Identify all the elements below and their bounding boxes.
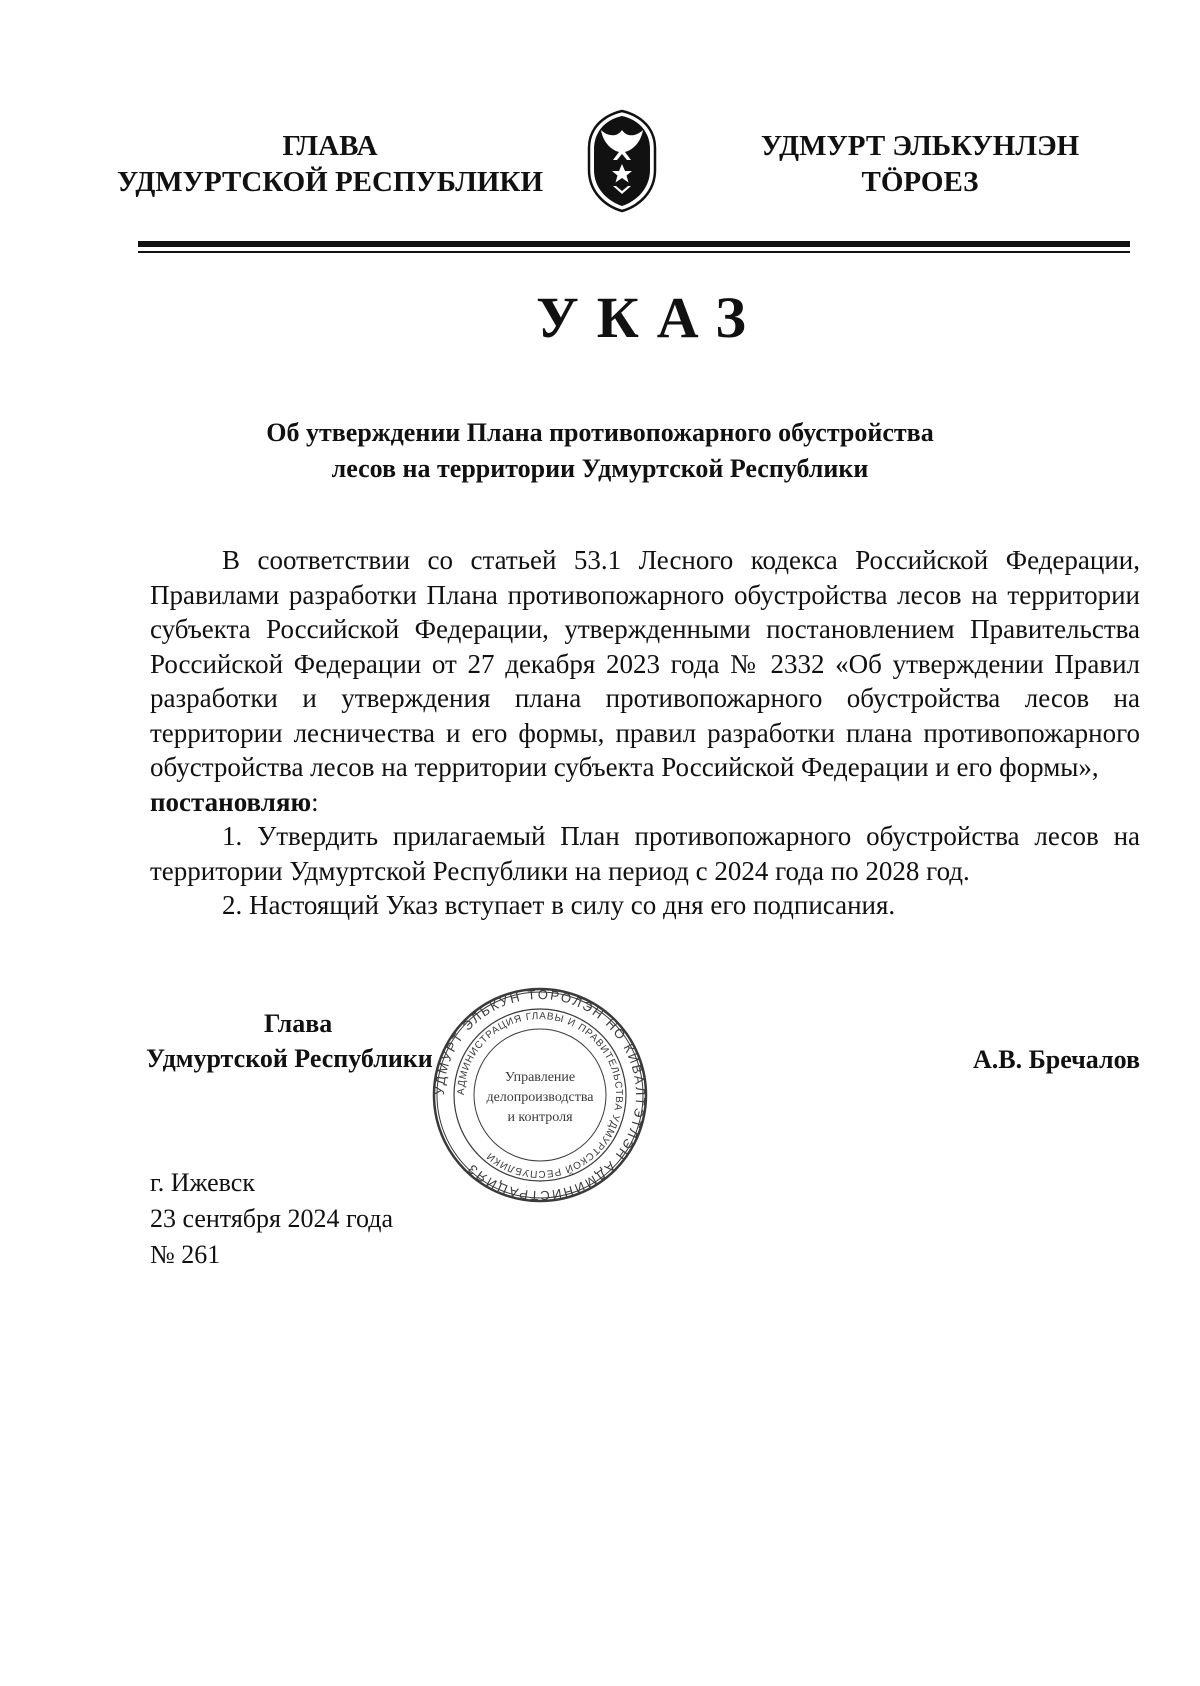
header-divider-thick — [138, 241, 1130, 247]
header-divider-thin — [138, 251, 1130, 253]
document-body — [150, 543, 1140, 923]
signatory-title — [146, 1006, 446, 1076]
decree-colon: : — [311, 786, 319, 817]
decree-line — [150, 785, 1140, 820]
issue-date: 23 сентября 2024 года — [150, 1204, 394, 1233]
issuer-udmurt — [690, 128, 1150, 200]
stamp-center-line1: Управление — [504, 1070, 576, 1085]
issuer-russian-line1: ГЛАВА — [282, 130, 378, 162]
document-subject — [150, 415, 1050, 487]
decree-item-1: 1. Утвердить прилагаемый План противопожарного обустройства лесов на территории Удмуртской Республики на период с 2024 года по 2028 год. — [150, 821, 1140, 886]
stamp-outer-text: УДМУРТ ЭЛЬКУН ТӦРОЛЭН НО КИВАЛТЭТЛЭН АДМИНИСТРАЦИЯЗ — [431, 986, 649, 1204]
document-type-title: УКАЗ — [536, 285, 764, 350]
issuer-udmurt-line1: УДМУРТ ЭЛЬКУНЛЭН — [760, 130, 1080, 162]
issuer-russian-line2: УДМУРТСКОЙ РЕСПУБЛИКИ — [116, 166, 544, 198]
issuer-udmurt-line2: ТӦРОЕЗ — [861, 166, 979, 198]
document-number: № 261 — [150, 1240, 221, 1269]
decree-item-2: 2. Настоящий Указ вступает в силу со дня его подписания. — [222, 890, 896, 920]
preamble-paragraph: В соответствии со статьей 53.1 Лесного кодекса Российской Федерации, Правилами разработки Плана противопожарного обустройства лесов на территории субъекта Российской Федерации, утвержденными постановлением Правительства Российской Федерации от 27 декабря 2023 года № 2332 «Об утверждении Правил разработки и утверждения плана противопожарного обустройства лесов на территории лесничества и его формы, правил разработки плана противопожарного обустройства лесов на территории субъекта Российской Федерации и его формы», — [150, 545, 1140, 782]
issue-city: г. Ижевск — [150, 1168, 255, 1197]
document-place-date — [150, 1165, 550, 1273]
signatory-name: А.В. Бречалов — [972, 1045, 1140, 1074]
issuer-russian — [100, 128, 560, 200]
signatory-title-line1: Глава — [264, 1009, 333, 1038]
coat-of-arms-emblem — [583, 108, 661, 214]
stamp-inner-text: АДМИНИСТРАЦИЯ ГЛАВЫ И ПРАВИТЕЛЬСТВА УДМУРТСКОЙ РЕСПУБЛИКИ — [455, 1010, 625, 1180]
subject-line2: лесов на территории Удмуртской Республики — [331, 454, 869, 483]
stamp-center-line3: и контроля — [507, 1110, 573, 1125]
stamp-center-line2: делопроизводства — [486, 1090, 594, 1105]
signatory-title-line2: Удмуртской Республики — [146, 1044, 433, 1073]
decree-word: постановляю — [150, 786, 312, 817]
subject-line1: Об утверждении Плана противопожарного обустройства — [266, 418, 934, 447]
